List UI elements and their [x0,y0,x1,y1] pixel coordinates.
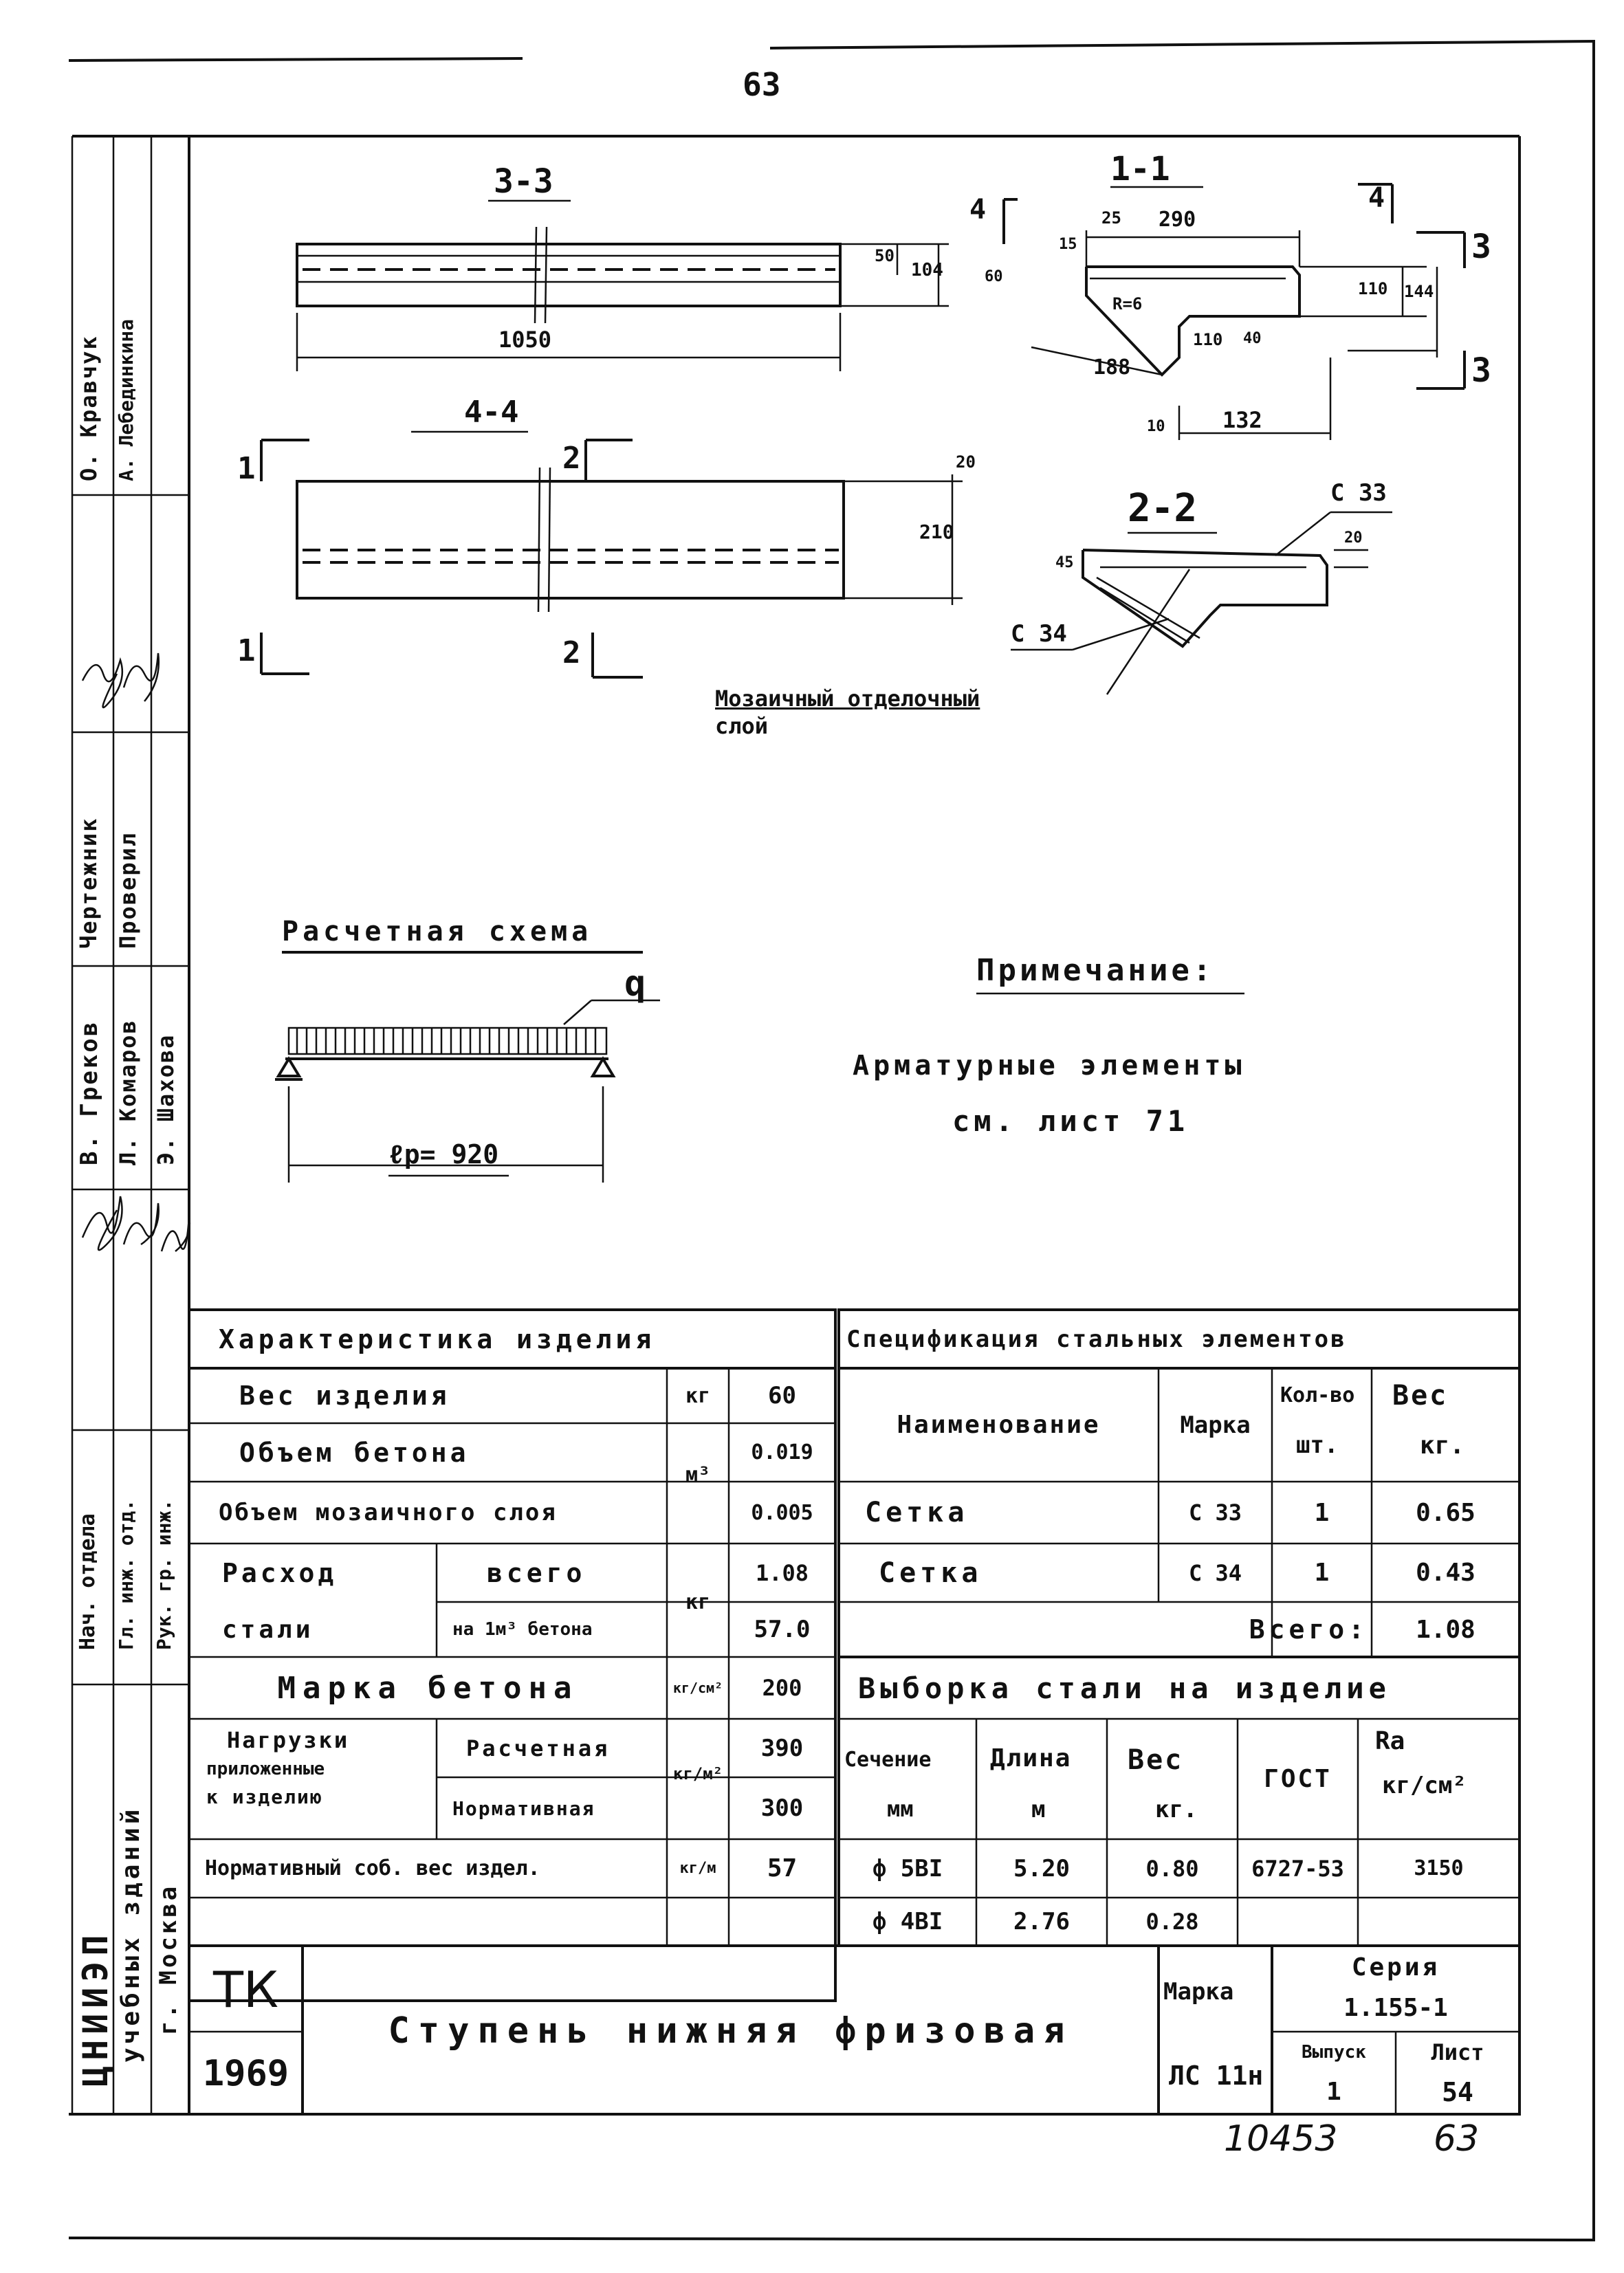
char-row-steel-unit: кг [685,1590,711,1614]
load-hatch [297,1028,595,1054]
char-row-load-normative-sub: Нормативная [452,1797,595,1820]
bottom-stamp-number: 10453 [1224,2118,1338,2160]
steel-title: Выборка стали на изделие [858,1671,1391,1705]
title-block-sheet-value: 54 [1442,2076,1473,2107]
view-4-4-height: 210 [919,520,954,543]
mesh-c34-label: С 34 [1011,620,1067,648]
side-org-1: ЦНИИЭП [76,1929,116,2087]
view-3-3-dim-a: 50 [875,246,895,265]
spec-head-qty-1: Кол-во [1280,1383,1355,1407]
dim-290: 290 [1159,208,1196,232]
spec-row-1-qty: 1 [1314,1498,1330,1527]
side-role-2: Гл. инж. отд. [115,1499,138,1650]
cut-mark-3-bottom: 3 [1471,351,1491,390]
dim-45: 45 [1055,554,1074,571]
dim-188: 188 [1093,355,1131,380]
title-block-issue-value: 1 [1326,2078,1341,2106]
char-row-load-unit: кг/м² [672,1764,723,1783]
side-role-3: Рук. гр. инж. [153,1499,175,1650]
dim-20: 20 [1344,529,1363,547]
note-title: Примечание: [976,953,1215,988]
cut-mark-4-left: 4 [969,194,987,226]
steel-head-length-1: Длина [990,1744,1072,1772]
spec-total-label: Всего: [1249,1614,1368,1645]
dim-144: 144 [1404,282,1434,301]
char-row-self-weight-unit: кг/м [679,1860,716,1877]
title-block-tk: ТК [212,1961,279,2019]
view-3-3-dim-b: 104 [911,260,943,281]
steel-head-section-1: Сечение [844,1748,932,1772]
dim-25: 25 [1101,208,1121,228]
char-row-weight-label: Вес изделия [239,1381,450,1411]
steel-head-section-2: мм [887,1796,914,1822]
side-name-2: Л. Комаров [115,1019,141,1165]
char-row-steel-total-value: 1.08 [755,1559,809,1586]
steel-row-1-ra: 3150 [1414,1856,1464,1880]
steel-row-2-section: ф 4ВI [872,1908,943,1935]
steel-head-ra-1: Ra [1375,1727,1405,1755]
mesh-c33-label: С 33 [1330,479,1387,507]
steel-head-length-2: м [1031,1796,1046,1823]
char-row-load-design-sub: Расчетная [466,1735,611,1761]
char-row-weight-unit: кг [685,1383,711,1408]
note-line-2: см. лист 71 [952,1104,1189,1138]
char-row-concrete-volume-value: 0.019 [751,1440,813,1464]
steel-row-1-weight: 0.80 [1145,1855,1199,1882]
char-load-label-1: Нагрузки [227,1727,350,1753]
mosaic-layer-label-2: слой [715,713,769,739]
note-line-1: Арматурные элементы [853,1050,1246,1081]
char-row-weight-value: 60 [768,1382,796,1409]
char-row-steel-per-m3-value: 57.0 [754,1616,811,1643]
char-row-concrete-grade-value: 200 [762,1675,802,1701]
dim-60: 60 [985,268,1003,285]
steel-row-2-weight: 0.28 [1145,1909,1199,1935]
char-row-steel-label-2: стали [222,1615,314,1644]
char-row-steel-label-1: Расход [222,1557,338,1588]
char-row-mosaic-volume-label: Объем мозаичного слоя [219,1499,558,1526]
dim-r6: R=6 [1112,294,1143,314]
side-name-4: О. Кравчук [76,335,102,481]
title-block-series-label: Серия [1351,1953,1440,1981]
spec-row-2-qty: 1 [1314,1559,1330,1587]
char-row-concrete-grade-label: Марка бетона [277,1670,579,1706]
view-3-3-title: 3-3 [494,162,553,201]
characteristics-title: Характеристика изделия [219,1324,656,1354]
char-row-load-design-value: 390 [760,1734,804,1762]
spec-head-mark: Марка [1180,1411,1251,1439]
steel-row-1-gost: 6727-53 [1251,1855,1344,1882]
side-org-2: учебных зданий [117,1805,145,2063]
side-role-4: Чертежник [76,817,102,949]
char-row-steel-per-m3-sub: на 1м³ бетона [452,1619,593,1640]
dim-110: 110 [1358,279,1388,298]
dim-10: 10 [1147,418,1165,435]
calc-scheme-span: ℓр= 920 [388,1139,499,1170]
char-row-mosaic-volume-value: 0.005 [751,1500,813,1525]
calc-scheme-title: Расчетная схема [282,916,593,947]
cut-mark-1-bottom: 1 [237,633,256,668]
spec-title: Спецификация стальных элементов [846,1325,1347,1353]
steel-head-ra-2: кг/см² [1382,1772,1467,1799]
char-load-label-2: приложенные [206,1759,325,1779]
title-block-year: 1969 [202,2052,289,2094]
steel-row-1-section: ф 5ВI [872,1854,943,1882]
view-2-2-title: 2-2 [1128,486,1198,531]
dim-110b: 110 [1193,330,1223,349]
top-page-number: 63 [743,66,781,103]
view-1-1-title: 1-1 [1110,150,1170,188]
cut-mark-1-top: 1 [237,451,256,486]
title-block-name: Ступень нижняя фризовая [388,2010,1073,2052]
title-block-sheet-label: Лист [1431,2039,1484,2065]
side-name-3: Э. Шахова [153,1033,179,1165]
cut-mark-3-top: 3 [1471,228,1491,266]
spec-row-2-weight: 0.43 [1416,1559,1475,1587]
spec-head-weight-2: кг. [1420,1431,1465,1460]
title-block-issue-label: Выпуск [1302,2042,1366,2063]
title-block-mark-value: ЛС 11н [1169,2061,1264,2091]
char-row-steel-total-sub: всего [487,1557,586,1588]
char-row-concrete-volume-unit: м³ [685,1462,711,1487]
dim-40: 40 [1243,330,1262,347]
spec-row-1-mark: С 33 [1188,1500,1242,1526]
side-name-1: В. Греков [76,1020,103,1165]
mosaic-layer-label: Мозаичный отделочный [715,685,980,712]
steel-row-1-length: 5.20 [1013,1854,1070,1882]
spec-row-1-name: Сетка [865,1497,969,1528]
char-row-concrete-volume-label: Объем бетона [239,1437,470,1468]
spec-row-1-weight: 0.65 [1416,1498,1475,1527]
calc-scheme-load: q [624,963,646,1004]
char-row-concrete-grade-unit: кг/см² [672,1680,723,1696]
spec-row-2-mark: С 34 [1188,1559,1242,1586]
signature-marks [69,481,193,1458]
spec-head-weight-1: Вес [1392,1380,1449,1412]
cut-mark-2-top: 2 [562,441,581,476]
cut-mark-2-bottom: 2 [562,635,581,670]
spec-head-qty-2: шт. [1296,1431,1339,1459]
side-role-1: Нач. отдела [76,1513,100,1650]
bottom-page-number: 63 [1434,2118,1480,2160]
char-row-self-weight-label: Нормативный соб. вес издел. [205,1856,540,1880]
cut-mark-4-right: 4 [1368,182,1385,214]
steel-head-weight-2: кг. [1155,1796,1198,1823]
steel-row-2-length: 2.76 [1013,1908,1070,1935]
spec-total-value: 1.08 [1416,1615,1475,1644]
view-4-4-dim-top: 20 [956,452,976,472]
dim-132: 132 [1222,407,1262,433]
char-row-load-normative-value: 300 [760,1794,804,1822]
char-row-self-weight-value: 57 [767,1854,798,1882]
char-load-label-3: к изделию [206,1786,323,1808]
view-4-4-title: 4-4 [464,395,519,430]
view-3-3-length: 1050 [498,327,552,353]
side-name-5: А. Лебединкина [115,318,138,481]
spec-head-name: Наименование [897,1411,1101,1439]
side-org-3: г. Москва [155,1883,182,2035]
title-block-mark-label: Марка [1163,1978,1234,2006]
title-block-series-value: 1.155-1 [1343,1993,1448,2022]
steel-head-gost: ГОСТ [1264,1765,1332,1793]
steel-head-weight-1: Вес [1128,1744,1184,1776]
dim-15: 15 [1059,236,1077,253]
spec-row-2-name: Сетка [879,1557,983,1589]
side-role-5: Проверил [115,831,141,949]
